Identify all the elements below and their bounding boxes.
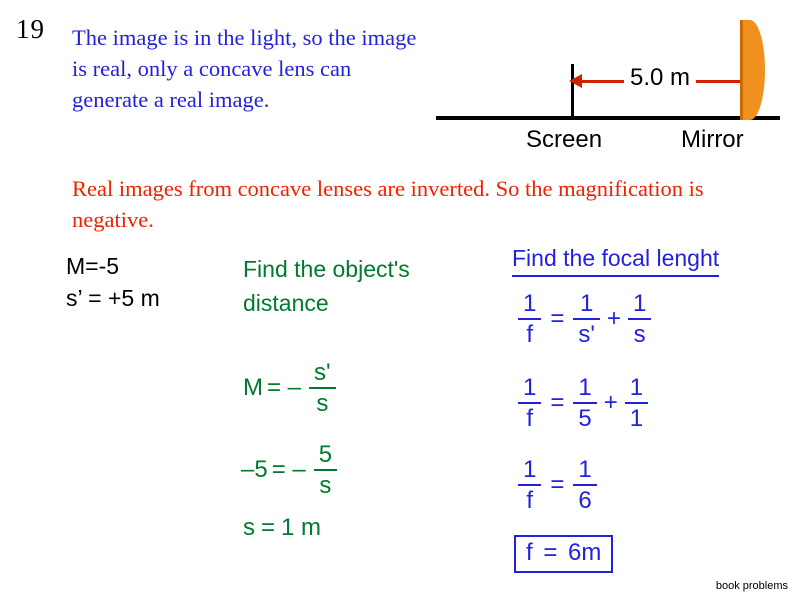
focal-length-work: [512, 245, 720, 566]
blue-eq3-equals: =: [550, 471, 565, 499]
fraction-bar: [518, 484, 541, 486]
fraction-bar: [625, 402, 648, 404]
blue-eq2-term2-fraction: [625, 375, 648, 431]
intro-paragraph: The image is in the light, so the image is real, only a concave lens can generate a real image.: [72, 25, 417, 112]
blue-eq1-t1-numerator: 1: [579, 290, 594, 317]
focal-length-heading: Find the focal lenght: [512, 245, 719, 277]
fraction-bar: [518, 402, 541, 404]
green-eq1-numerator: s': [314, 359, 331, 386]
blue-eq1-term1-fraction: [573, 291, 600, 347]
blue-equation-1: [514, 291, 655, 347]
baseline-axis: [436, 116, 780, 120]
optics-diagram: [436, 8, 786, 158]
blue-eq2-t1-denominator: 5: [578, 405, 592, 433]
blue-eq2-f-numerator: 1: [523, 374, 537, 401]
answer-lhs: f: [526, 539, 533, 566]
blue-eq1-plus: +: [606, 305, 621, 333]
mirror-shape-icon: [740, 20, 765, 120]
fraction-bar: [309, 387, 336, 389]
given-values: [66, 250, 160, 314]
blue-eq2-f-denominator: f: [526, 405, 534, 433]
green-eq1-fraction: [309, 360, 336, 416]
fraction-bar: [518, 318, 541, 320]
blue-equation-3: [514, 457, 601, 513]
green-equation-2: [241, 442, 341, 498]
given-magnification: M=-5: [66, 253, 120, 279]
blue-eq3-f-numerator: 1: [523, 456, 537, 483]
given-image-distance: s’ = +5 m: [66, 285, 160, 311]
blue-eq3-term1-fraction: [573, 457, 596, 513]
blue-eq2-t1-numerator: 1: [578, 374, 592, 401]
blue-eq3-t1-numerator: 1: [578, 456, 592, 483]
fraction-bar: [628, 318, 651, 320]
green-eq3-equals: =: [261, 514, 276, 541]
screen-label: Screen: [526, 126, 603, 153]
blue-eq3-f-denominator: f: [526, 487, 534, 515]
slide-number: 19: [16, 14, 45, 44]
red-statement: Real images from concave lenses are inverted. So the magnification is negative.: [72, 176, 704, 232]
blue-eq1-t2-denominator: s: [633, 321, 646, 349]
credit-text: book problems: [715, 580, 788, 592]
answer-equals: =: [543, 539, 558, 566]
green-equation-1: [243, 360, 340, 416]
green-eq2-lhs: –5: [241, 456, 268, 484]
green-eq1-lhs: M: [243, 374, 263, 402]
blue-eq1-equals: =: [550, 305, 565, 333]
blue-equation-2: [514, 375, 652, 431]
green-equation-3: [243, 514, 321, 542]
green-eq3-lhs: s: [243, 514, 255, 541]
blue-eq3-t1-denominator: 6: [578, 487, 592, 515]
blue-eq2-term1-fraction: [573, 375, 596, 431]
final-answer-box: [514, 535, 613, 573]
fraction-bar: [573, 318, 600, 320]
blue-eq2-t2-numerator: 1: [629, 374, 644, 401]
blue-eq2-equals: =: [550, 389, 565, 417]
screen-tick-mark: [571, 64, 574, 117]
fraction-bar: [314, 469, 337, 471]
mirror-label: Mirror: [681, 126, 744, 153]
blue-eq1-f-denominator: f: [526, 321, 534, 349]
blue-eq1-f-numerator: 1: [523, 290, 537, 317]
blue-eq1-t2-numerator: 1: [632, 290, 647, 317]
green-eq2-numerator: 5: [318, 441, 333, 468]
green-eq2-fraction: [314, 442, 337, 498]
object-distance-work: [241, 252, 453, 541]
green-eq2-denominator: s: [319, 472, 332, 500]
green-eq3-result: 1 m: [281, 514, 322, 541]
blue-eq1-focal-fraction: [518, 291, 541, 347]
green-eq1-denominator: s: [316, 390, 329, 418]
fraction-bar: [573, 402, 596, 404]
blue-eq1-term2-fraction: [628, 291, 651, 347]
green-eq1-operator: = –: [267, 374, 302, 402]
blue-eq2-t2-denominator: 1: [629, 405, 644, 433]
object-distance-heading: Find the object's distance: [243, 256, 410, 316]
green-eq2-operator: = –: [271, 456, 306, 484]
blue-eq1-t1-denominator: s': [578, 321, 595, 349]
answer-value: 6m: [568, 539, 602, 566]
blue-eq3-focal-fraction: [518, 457, 541, 513]
blue-eq2-plus: +: [603, 389, 618, 417]
blue-eq2-focal-fraction: [518, 375, 541, 431]
distance-label: 5.0 m: [624, 64, 696, 92]
arrow-head-icon: [569, 74, 582, 88]
fraction-bar: [573, 484, 596, 486]
